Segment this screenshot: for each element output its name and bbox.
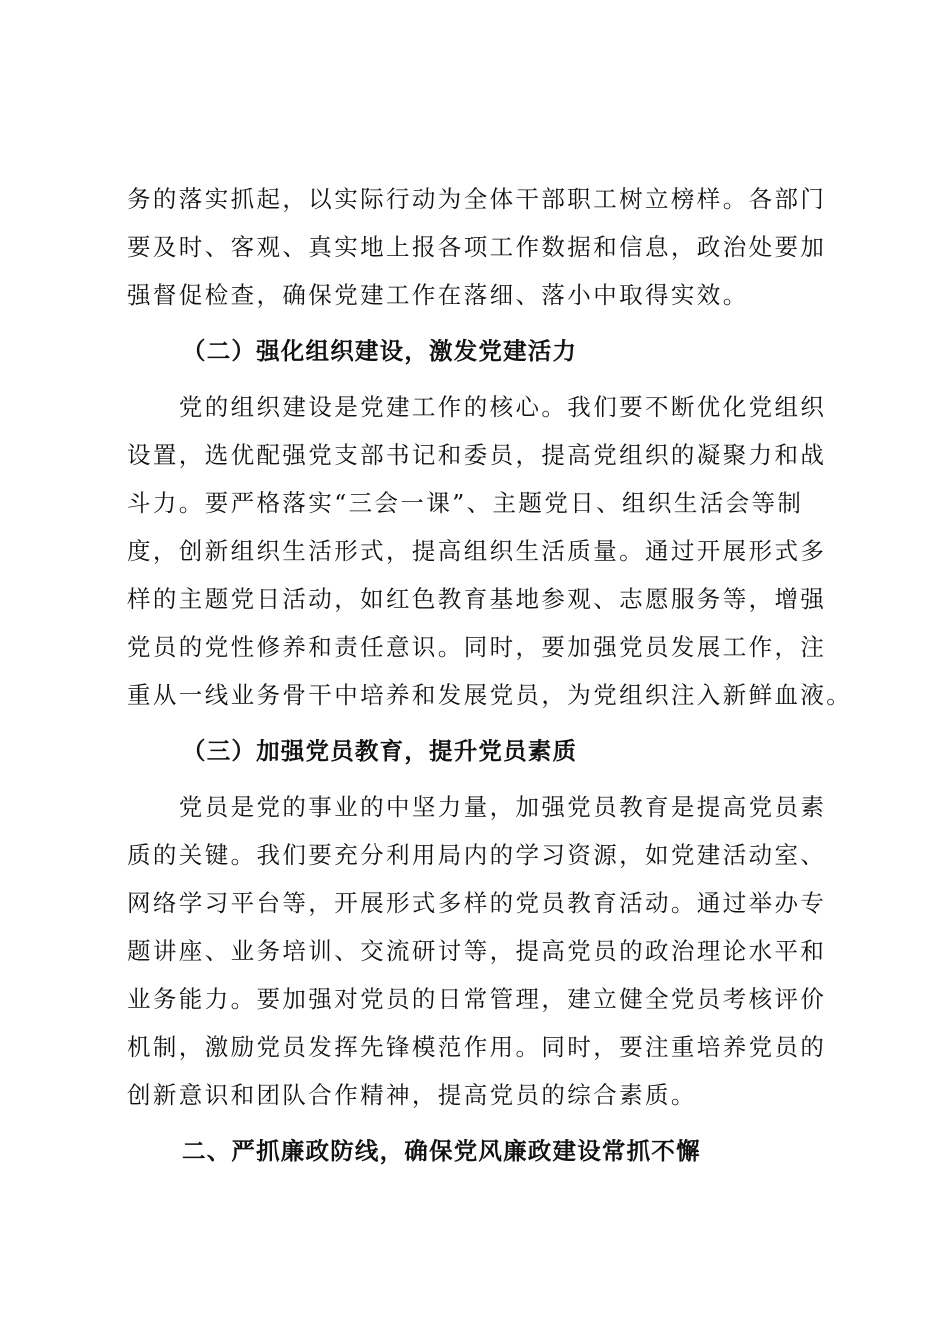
paragraph-line: 创新意识和团队合作精神，提高党员的综合素质。 bbox=[127, 1081, 697, 1109]
paragraph-line: 业务能力。要加强对党员的日常管理，建立健全党员考核评价 bbox=[127, 985, 827, 1013]
paragraph-line: 设置，选优配强党支部书记和委员，提高党组织的凝聚力和战 bbox=[127, 441, 827, 469]
section-heading: （三）加强党员教育，提升党员素质 bbox=[182, 737, 578, 765]
paragraph-line: 务的落实抓起，以实际行动为全体干部职工树立榜样。各部门 bbox=[127, 185, 827, 213]
paragraph-line: 机制，激励党员发挥先锋模范作用。同时，要注重培养党员的 bbox=[127, 1033, 827, 1061]
part-heading: 二、严抓廉政防线，确保党风廉政建设常抓不懈 bbox=[182, 1137, 701, 1165]
paragraph-line: 重从一线业务骨干中培养和发展党员，为党组织注入新鲜血液。 bbox=[127, 681, 853, 709]
paragraph-line: 要及时、客观、真实地上报各项工作数据和信息，政治处要加 bbox=[127, 233, 827, 261]
paragraph-line: 度，创新组织生活形式，提高组织生活质量。通过开展形式多 bbox=[127, 537, 827, 565]
paragraph-line: 样的主题党日活动，如红色教育基地参观、志愿服务等，增强 bbox=[127, 585, 827, 613]
paragraph-line: 网络学习平台等，开展形式多样的党员教育活动。通过举办专 bbox=[127, 889, 827, 917]
paragraph-line: 质的关键。我们要充分利用局内的学习资源，如党建活动室、 bbox=[127, 841, 827, 869]
paragraph-line: 党员的党性修养和责任意识。同时，要加强党员发展工作，注 bbox=[127, 633, 827, 661]
section-heading: （二）强化组织建设，激发党建活力 bbox=[182, 337, 578, 365]
paragraph-line: 斗力。要严格落实“三会一课”、主题党日、组织生活会等制 bbox=[127, 489, 804, 517]
paragraph-line: 党的组织建设是党建工作的核心。我们要不断优化党组织 bbox=[127, 393, 827, 421]
paragraph-line: 题讲座、业务培训、交流研讨等，提高党员的政治理论水平和 bbox=[127, 937, 827, 965]
paragraph-line: 强督促检查，确保党建工作在落细、落小中取得实效。 bbox=[127, 281, 749, 309]
paragraph-line: 党员是党的事业的中坚力量，加强党员教育是提高党员素 bbox=[127, 793, 827, 821]
